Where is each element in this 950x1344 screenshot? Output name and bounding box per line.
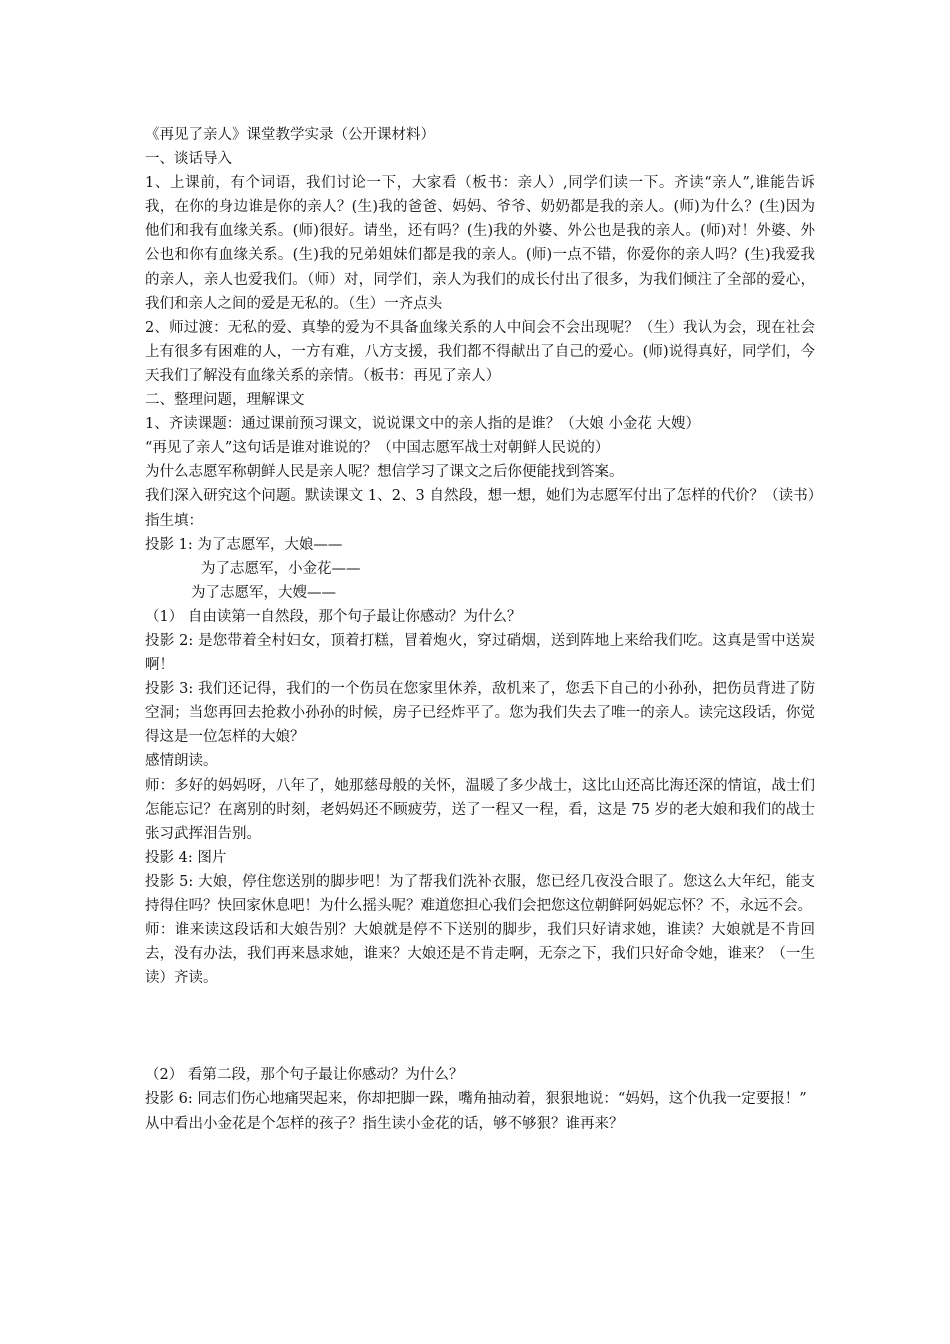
projection-1-line-3: 为了志愿军，大嫂——	[191, 584, 336, 601]
projection-2: 投影 2: 是您带着全村妇女，顶着打糕，冒着炮火，穿过硝烟，送到阵地上来给我们吃。这真是雪中送炭啊！	[145, 632, 815, 674]
paragraph-question-2: “再见了亲人”这句话是谁对谁说的？（中国志愿军战士对朝鲜人民说的）	[145, 440, 610, 457]
paragraph-intro-1: 1、上课前，有个词语，我们讨论一下，大家看（板书：亲人）,同学们读一下。齐读“亲人”,谁能告诉我，在你的身边谁是你的亲人？(生)我的爸爸、妈妈、爷爷、奶奶都是我的亲人。(师)为什么？(生)因为他们和我有血缘关系。(师)很好。请坐，还有吗？(生)我的外婆、外公也是我的亲人。(师)对！外婆、外公也和你有血缘关系。(生)我的兄弟姐妹们都是我的亲人。(师)一点不错，你爱你的亲人吗？(生)我爱我的亲人，亲人也爱我们。（师）对，同学们，亲人为我们的成长付出了很多，为我们倾注了全部的爱心，我们和亲人之间的爱是无私的。（生）一齐点头	[145, 175, 815, 312]
emotional-reading: 感情朗读。	[145, 753, 218, 770]
paragraph-question-3: 为什么志愿军称朝鲜人民是亲人呢？想信学习了课文之后你便能找到答案。	[145, 464, 624, 481]
blank-space	[145, 990, 815, 1063]
projection-3: 投影 3: 我们还记得，我们的一个伤员在您家里休养，敌机来了，您丢下自己的小孙孙，把伤员背进了防空洞；当您再回去抢救小孙孙的时候，房子已经炸平了。您为我们失去了唯一的亲人。读完这段话，你觉得这是一位怎样的大娘？	[145, 681, 815, 746]
projection-1: 投影 1: 为了志愿军，大娘——	[145, 536, 343, 553]
teacher-remark-2: 师：谁来读这段话和大娘告别？大娘就是停不下送别的脚步，我们只好请求她，谁读？大娘就是不肯回去，没有办法，我们再来恳求她，谁来？大娘还是不肯走啊，无奈之下，我们只好命令她，谁来？（一生读）齐读。	[145, 922, 815, 987]
document-body	[145, 123, 815, 1136]
step-1: （1） 自由读第一自然段，那个句子最让你感动？为什么？	[145, 608, 522, 625]
projection-5: 投影 5: 大娘，停住您送别的脚步吧！为了帮我们洗补衣服，您已经几夜没合眼了。您这么大年纪，能支持得住吗？快回家休息吧！为什么摇头呢？难道您担心我们会把您这位朝鲜阿妈妮忘怀？不，永远不会。	[145, 873, 815, 914]
projection-6: 投影 6: 同志们伤心地痛哭起来，你却把脚一跺，嘴角抽动着，狠狠地说：“妈妈，这个仇我一定要报！”	[145, 1091, 807, 1108]
step-2: （2） 看第二段，那个句子最让你感动？为什么？	[145, 1067, 464, 1084]
document-title: 《再见了亲人》课堂教学实录（公开课材料）	[145, 127, 435, 143]
section-heading-understanding: 二、整理问题，理解课文	[145, 392, 305, 409]
projection-1-line-2: 为了志愿军，小金花——	[201, 560, 361, 577]
section-heading-intro: 一、谈话导入	[145, 151, 232, 168]
teacher-remark-1: 师：多好的妈妈呀，八年了，她那慈母般的关怀，温暖了多少战士，这比山还高比海还深的情谊，战士们怎能忘记？在离别的时刻，老妈妈还不顾疲劳，送了一程又一程，看，这是 75 岁的老大娘和我们的战士张习武挥泪告别。	[145, 777, 815, 842]
projection-4: 投影 4: 图片	[145, 849, 227, 866]
paragraph-question-4: 我们深入研究这个问题。默读课文 1、2、3 自然段，想一想，她们为志愿军付出了怎样的代价？（读书）指生填：	[145, 488, 815, 529]
paragraph-question-1: 1、齐读课题：通过课前预习课文，说说课文中的亲人指的是谁？（大娘 小金花 大嫂）	[145, 416, 700, 433]
final-question: 从中看出小金花是个怎样的孩子？指生读小金花的话，够不够狠？谁再来？	[145, 1115, 624, 1132]
paragraph-intro-2: 2、师过渡：无私的爱、真挚的爱为不具备血缘关系的人中间会不会出现呢？（生）我认为会，现在社会上有很多有困难的人，一方有难，八方支援，我们都不得献出了自己的爱心。(师)说得真好，同学们，今天我们了解没有血缘关系的亲情。（板书：再见了亲人）	[145, 319, 815, 384]
